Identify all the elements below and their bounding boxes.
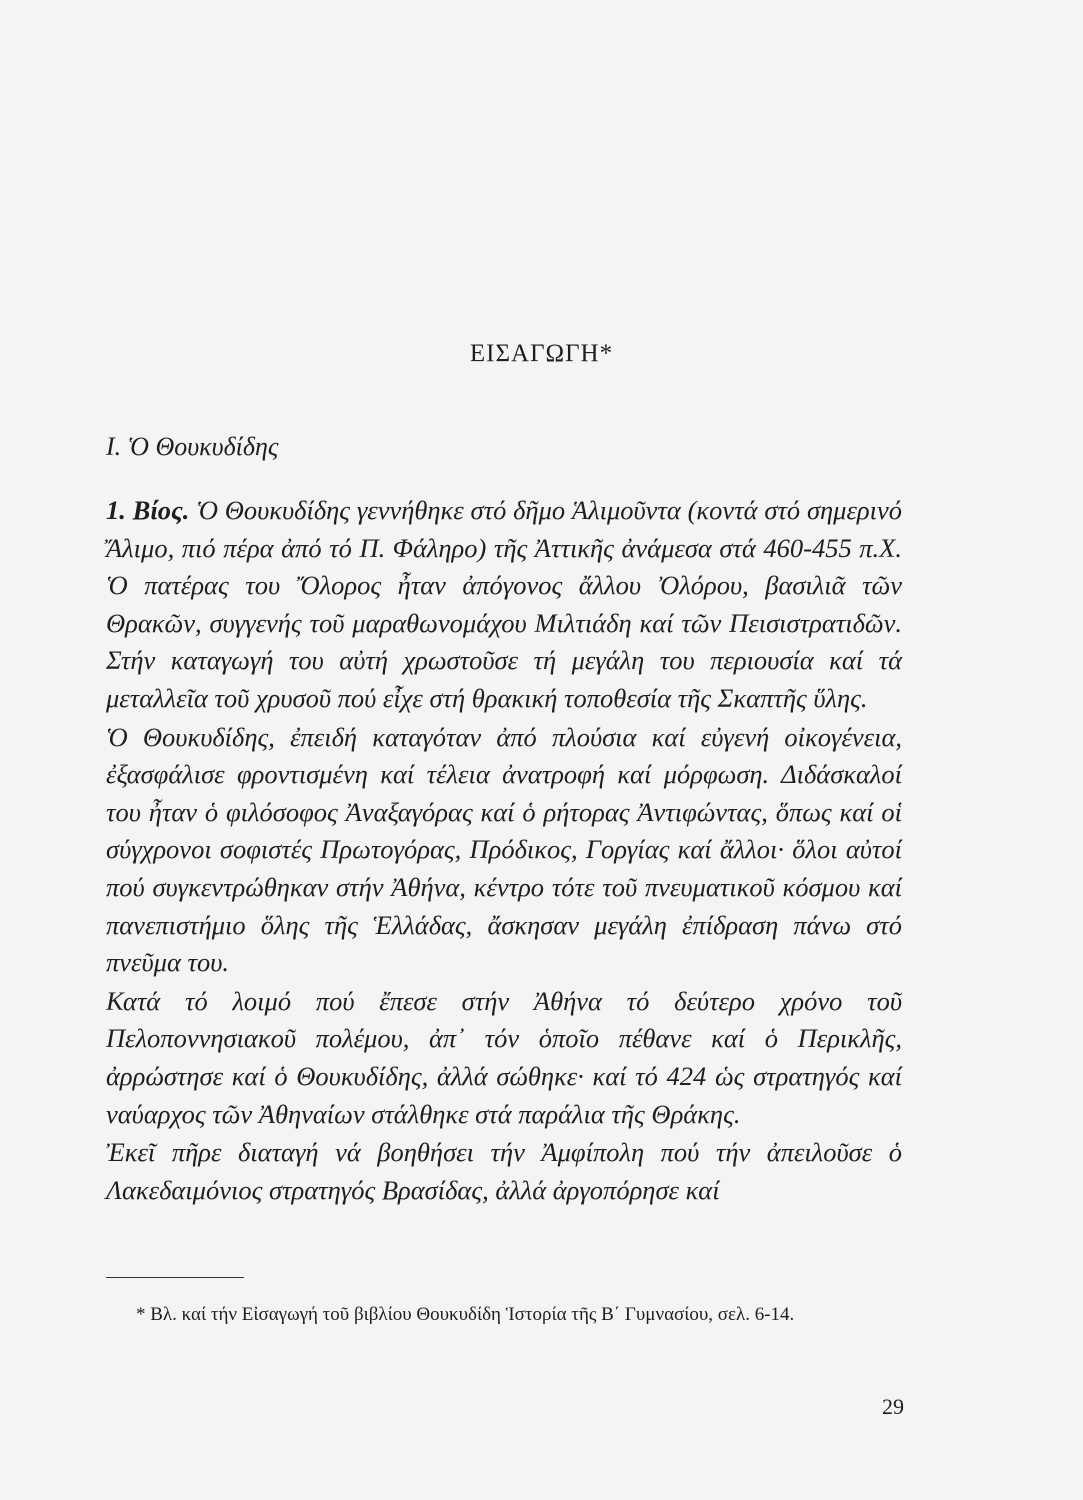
paragraph-1 bbox=[106, 492, 902, 718]
paragraph-1-text: Ὁ Θουκυδίδης γεννήθηκε στό δῆμο Ἁλιμοῦντα (κοντά στό σημερινό Ἄλιμο, πιό πέρα ἀπό τό Π. Φάληρο) τῆς Ἀττικῆς ἀνάμεσα στά 460-455 π.Χ. Ὁ πατέρας του Ὄλορος ἦταν ἀπόγονος ἄλλου Ὀλόρου, βασιλιᾶ τῶν Θρακῶν, συγγενής τοῦ μαραθωνομάχου Μιλτιάδη καί τῶν Πεισιστρατιδῶν. Στήν καταγωγή του αὐτή χρωστοῦσε τή μεγάλη του περιουσία καί τά μεταλλεῖα τοῦ χρυσοῦ πού εἶχε στή θρακική τοποθεσία τῆς Σκαπτῆς ὕλης. bbox=[106, 495, 902, 713]
chapter-title: ΕΙΣΑΓΩΓΗ* bbox=[469, 340, 614, 367]
paragraph-3: Κατά τό λοιμό πού ἔπεσε στήν Ἀθήνα τό δεύτερο χρόνο τοῦ Πελοποννησιακοῦ πολέμου, ἀπ᾿ τόν ὁποῖο πέθανε καί ὁ Περικλῆς, ἀρρώστησε καί ὁ Θουκυδίδης, ἀλλά σώθηκε· καί τό 424 ὡς στρατηγός καί ναύαρχος τῶν Ἀθηναίων στάλθηκε στά παράλια τῆς Θράκης. bbox=[106, 985, 902, 1129]
paragraph-1-lead: 1. Βίος. bbox=[106, 495, 190, 525]
footnote-divider bbox=[106, 1277, 244, 1278]
body-text bbox=[106, 492, 902, 1209]
paragraph-4: Ἐκεῖ πῆρε διαταγή νά βοηθήσει τήν Ἀμφίπολη πού τήν ἀπειλοῦσε ὁ Λακεδαιμόνιος στρατηγός Βρασίδας, ἀλλά ἀργοπόρησε καί bbox=[106, 1137, 902, 1205]
footnote-text: Βλ. καί τήν Εἰσαγωγή τοῦ βιβλίου Θουκυδίδη Ἱστορία τῆς Β΄ Γυμνασίου, σελ. 6-14. bbox=[145, 1304, 795, 1325]
paragraph-2: Ὁ Θουκυδίδης, ἐπειδή καταγόταν ἀπό πλούσια καί εὐγενή οἰκογένεια, ἐξασφάλισε φροντισμένη καί τέλεια ἀνατροφή καί μόρφωση. Διδάσκαλοί του ἦταν ὁ φιλόσοφος Ἀναξαγόρας καί ὁ ρήτορας Ἀντιφώντας, ὅπως καί οἱ σύγχρονοι σοφιστές Πρωτογόρας, Πρόδικος, Γοργίας καί ἄλλοι· ὅλοι αὐτοί πού συγκεντρώθηκαν στήν Ἀθήνα, κέντρο τότε τοῦ πνευματικοῦ κόσμου καί πανεπιστήμιο ὅλης τῆς Ἑλλάδας, ἄσκησαν μεγάλη ἐπίδραση πάνω στό πνεῦμα του. bbox=[106, 721, 902, 978]
footnote bbox=[106, 1300, 902, 1330]
footnote-mark: * bbox=[136, 1304, 146, 1325]
section-heading: Ι. Ὁ Θουκυδίδης bbox=[106, 432, 279, 461]
page-number: 29 bbox=[882, 1394, 904, 1419]
